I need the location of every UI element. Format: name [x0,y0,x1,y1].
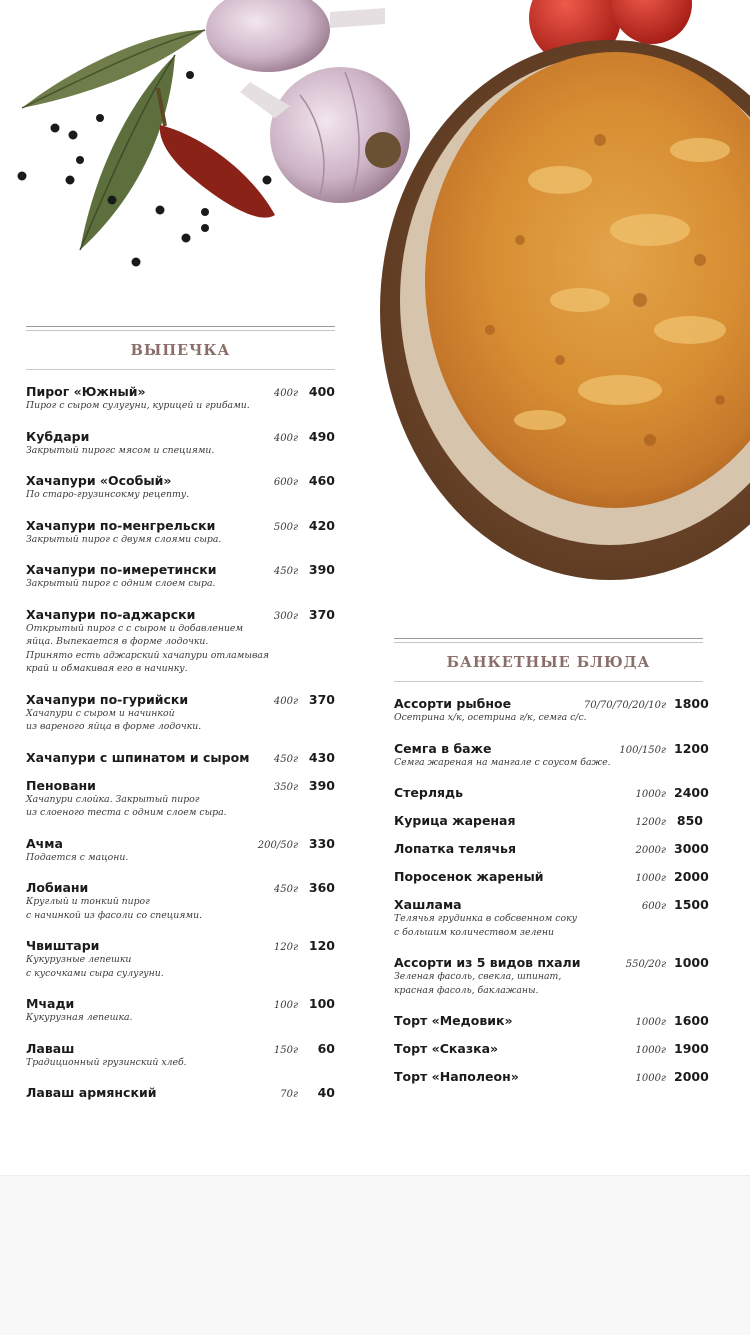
menu-item-header [26,836,335,851]
dish-price: 370 [308,691,335,707]
menu-item-header [394,869,709,884]
dish-description: Кукурузные лепешки с кусочками сыра сулугуни. [26,954,164,979]
menu-item [26,607,335,676]
dish-price: 2400 [674,785,709,800]
section-rule-bottom [394,681,703,682]
dish-price: 390 [308,562,335,577]
dish-price: 1500 [674,897,709,912]
menu-item-header [26,518,335,533]
menu-item-header [394,1069,709,1084]
dish-name: Хачапури с шпинатом и сыром [26,749,250,765]
bay-leaf-icon [22,30,205,108]
menu-item-header [26,473,335,488]
menu-item-header [26,692,335,707]
dish-name: Хачапури по-аджарски [26,606,196,622]
dish-description: По старо-грузинсокму рецепту. [26,489,190,500]
dish-name: Лобиани [26,880,89,895]
menu-item-header [394,1013,709,1028]
dish-price: 420 [308,517,335,533]
dish-weight: 500г [273,521,298,533]
dish-price: 370 [308,606,335,622]
dish-name: Хачапури по-менгрельски [26,517,216,533]
menu-item-header [394,740,709,756]
menu-item-header [26,1041,335,1056]
dish-description: Пирог с сыром сулугуни, курицей и грибами. [26,400,250,411]
dish-description: Осетрина х/к, осетрина г/к, семга с/с. [394,712,587,723]
menu-list [394,696,709,1084]
menu-item-header [26,607,335,622]
dish-description: Подается с мацони. [26,851,129,863]
dish-weight: 100г [273,1000,298,1011]
dish-name: Поросенок жареный [394,869,544,884]
menu-item-header [394,841,709,856]
dish-description: Хачапури с сыром и начинкой из вареного яйца в форме лодочки. [26,707,202,732]
menu-item [394,785,709,800]
menu-item [394,897,709,939]
dish-name: Стерлядь [394,785,464,800]
dish-description: Закрытый пирог с одним слоем сыра. [26,578,216,589]
menu-item-header [26,750,335,765]
menu-item-header [26,778,335,793]
dish-description: Закрытый пирогс мясом и специями. [26,444,215,456]
dish-name: Хашлама [394,897,462,912]
dish-name: Торт «Наполеон» [394,1069,519,1084]
menu-item [394,813,703,828]
section-bakery [26,326,335,1113]
dish-weight: 600г [273,477,298,488]
menu-item [394,1041,709,1056]
dish-weight: 350г [273,781,298,793]
menu-item [26,562,335,591]
dish-description: Традиционный грузинский хлеб. [26,1056,187,1068]
menu-item [26,473,335,502]
section-title: ВЫПЕЧКА [130,342,231,359]
dish-weight: 1000г [635,1073,666,1084]
dish-price: 430 [308,749,335,765]
section-banquet [394,638,709,1097]
dish-name: Хачапури по-имеретински [26,562,217,577]
dish-weight: 150г [273,1044,298,1056]
dish-price: 1900 [674,1041,709,1056]
menu-item [26,778,335,820]
dish-weight: 1000г [635,873,666,884]
menu-item-header [394,696,709,711]
dish-name: Лопатка телячья [394,841,516,856]
menu-item [26,836,335,865]
dish-price: 40 [317,1085,335,1100]
dish-weight: 200/50г [257,839,298,851]
dish-weight: 450г [273,753,298,765]
dish-weight: 1000г [635,1045,666,1056]
menu-item-header [26,562,335,577]
dish-name: Ассорти рыбное [394,696,512,711]
dish-weight: 450г [273,566,298,577]
dish-name: Хачапури по-гурийски [26,691,189,707]
dish-price: 2000 [674,869,709,884]
menu-item [394,740,709,770]
menu-item-header [394,785,709,800]
dish-description: Круглый и тонкий пирог с начинкой из фасоли со специями. [26,896,203,921]
dish-weight: 300г [273,610,298,622]
dish-name: Кубдари [26,428,90,444]
dish-name: Мчади [26,996,75,1011]
dish-price: 100 [308,996,335,1011]
section-title: БАНКЕТНЫЕ БЛЮДА [446,654,651,671]
menu-item-header [26,429,335,444]
dish-weight: 400г [273,388,298,399]
menu-item [26,692,335,734]
dish-price: 1200 [674,740,709,756]
dish-description: Открытый пирог с с сыром и добавлением яйца. Выпекается в форме лодочки. Принято есть аджарский хачапури отламывая край и обмакивая его в начинку. [26,622,270,674]
dish-weight: 2000г [635,845,666,856]
dish-price: 1600 [674,1013,709,1028]
dish-weight: 70/70/70/20/10г [583,700,666,711]
dish-weight: 1200г [635,817,666,828]
menu-item [26,429,335,458]
dish-price: 120 [308,938,335,953]
garlic-icon [206,0,330,72]
menu-item [26,750,335,765]
menu-item-header [394,955,709,970]
dish-name: Лаваш [26,1040,75,1056]
menu-item [26,518,335,547]
dish-description: Кукурузная лепешка. [26,1012,133,1023]
dish-price: 60 [317,1040,335,1056]
menu-item [26,1085,335,1100]
dish-price: 360 [308,880,335,895]
dish-price: 400 [308,384,335,399]
dish-weight: 550/20г [625,959,666,970]
section-rule-top [394,638,703,644]
dish-name: Пирог «Южный» [26,384,146,399]
dish-price: 850 [676,813,703,828]
section-rule-top [26,326,335,332]
chili-pepper-icon [160,125,275,218]
dish-description: Закрытый пирог с двумя слоями сыра. [26,533,222,545]
menu-item [26,880,335,922]
menu-item-header [394,813,703,828]
dish-weight: 1000г [635,789,666,800]
dish-description: Хачапури слойка. Закрытый пирог из слоеного теста с одним слоем сыра. [26,793,227,818]
menu-item-header [26,1085,335,1100]
menu-item [26,1041,335,1070]
menu-item [394,1069,709,1084]
menu-item-header [394,1041,709,1056]
menu-list [26,384,335,1100]
dish-weight: 450г [273,884,298,895]
dish-price: 330 [308,835,335,851]
dish-price: 2000 [674,1069,709,1084]
dish-price: 490 [308,428,335,444]
dish-description: Зеленая фасоль, свекла, шпинат, красная фасоль, баклажаны. [394,971,562,996]
menu-item [394,696,709,725]
menu-item [394,841,709,856]
menu-item [26,938,335,980]
dish-weight: 100/150г [619,744,666,756]
dish-name: Ачма [26,835,63,851]
dish-description: Телячья грудинка в собсвенном соку с большим количеством зелени [394,913,578,938]
dish-weight: 1000г [635,1017,666,1028]
menu-item [394,955,709,997]
dish-price: 460 [308,473,335,488]
dish-price: 1800 [674,696,709,711]
menu-item-header [26,880,335,895]
menu-item [26,384,335,413]
dish-name: Торт «Сказка» [394,1041,499,1056]
menu-item [394,1013,709,1028]
dish-name: Хачапури «Особый» [26,473,172,488]
dish-name: Курица жареная [394,813,516,828]
menu-item-header [26,996,335,1011]
dish-weight: 120г [273,942,298,953]
dish-name: Торт «Медовик» [394,1013,513,1028]
section-rule-bottom [26,369,335,370]
menu-item-header [26,384,335,399]
dish-price: 1000 [674,955,709,970]
dish-weight: 600г [641,901,666,912]
dish-description: Семга жареная на мангале с соусом баже. [394,756,611,768]
menu-item [26,996,335,1025]
dish-price: 3000 [674,841,709,856]
menu-item-header [26,938,335,953]
dish-name: Ассорти из 5 видов пхали [394,955,581,970]
dish-weight: 70г [280,1089,298,1100]
page-bottom-blank [0,1175,750,1335]
dish-weight: 400г [273,432,298,444]
dish-weight: 400г [273,695,298,707]
dish-name: Семга в баже [394,740,492,756]
dish-name: Чвиштари [26,938,100,953]
menu-item [394,869,709,884]
menu-item-header [394,897,709,912]
dish-price: 390 [308,777,335,793]
dish-name: Лаваш армянский [26,1085,157,1100]
dish-name: Пеновани [26,777,96,793]
